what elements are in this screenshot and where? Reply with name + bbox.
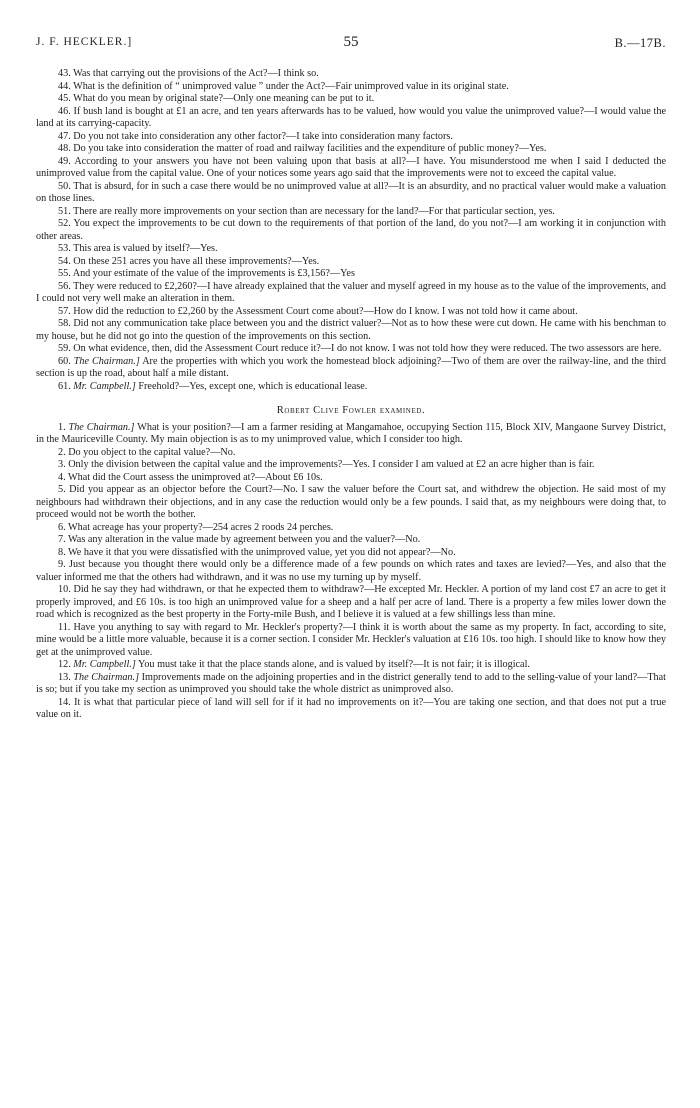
paragraph-text: 43. Was that carrying out the provisions of the Act?—I think so.: [58, 68, 319, 79]
question-number: 61.: [58, 380, 71, 392]
paragraph-text: 51. There are really more improvements on your section than are necessary for the land?—For that particular section, yes.: [58, 205, 555, 217]
question-answer-paragraph: [36, 256, 666, 269]
document-body: [36, 68, 666, 722]
paragraph-text: 7. Was any alteration in the value made by agreement between you and the valuer?—No.: [58, 534, 421, 545]
question-answer-paragraph: [36, 622, 666, 660]
paragraph-text: 10. Did he say they had withdrawn, or that he expected them to withdraw?—He excepted Mr. Heckler. A portion of my land cost £7 an acre to get it properly improved, and £6 10s. is too high an unimproved value for a sheep and a half per acre of land. There is a property a few miles lower down the road which is recognized as the best property in the Forty-mile Bush, and I believe it is valued at a few shillings less than mine.: [36, 584, 666, 620]
paragraph-text: 45. What do you mean by original state?—Only one meaning can be put to it.: [58, 93, 375, 104]
paragraph-text: Improvements made on the adjoining properties and in the district generally tend to add to the selling-value of your land?—That is so; but if you take my section as unimproved you should take the whole district as unimproved also.: [36, 671, 667, 695]
paragraph-text: 53. This area is valued by itself?—Yes.: [58, 243, 218, 254]
question-answer-paragraph: [36, 206, 666, 219]
question-answer-paragraph: [36, 659, 666, 672]
speaker-name: The Chairman.]: [73, 671, 140, 683]
paragraph-text: 46. If bush land is bought at £1 an acre, and ten years afterwards has to be valued, how would you value the unimproved value?—I would value the land at its carrying-capacity.: [36, 105, 666, 129]
speaker-name: The Chairman.]: [73, 355, 140, 367]
question-answer-paragraph: [36, 243, 666, 256]
question-answer-paragraph: [36, 381, 666, 394]
paragraph-text: 55. And your estimate of the value of the improvements is £3,156?—Yes: [58, 268, 355, 279]
paragraph-text: Freehold?—Yes, except one, which is educational lease.: [138, 380, 368, 392]
fowler-testimony: [36, 422, 666, 722]
paragraph-text: 58. Did not any communication take place between you and the district valuer?—Not as to how these were cut down. He came with his benchman to my house, but he did not go into the question of the improvements on this section.: [36, 318, 666, 342]
paragraph-text: You must take it that the place stands alone, and is valued by itself?—It is not fair; it is illogical.: [138, 659, 530, 670]
document-page: [36, 36, 666, 722]
question-answer-paragraph: [36, 143, 666, 156]
question-answer-paragraph: [36, 181, 666, 206]
question-answer-paragraph: [36, 547, 666, 560]
paragraph-text: 14. It is what that particular piece of land will sell for if it had no improvements on it?—You are taking one section, and that does not put a true value on it.: [36, 696, 666, 720]
question-answer-paragraph: [36, 472, 666, 485]
question-answer-paragraph: [36, 534, 666, 547]
paragraph-text: 54. On these 251 acres you have all these improvements?—Yes.: [58, 255, 320, 267]
paragraph-text: 2. Do you object to the capital value?—No.: [58, 446, 236, 458]
paragraph-text: 5. Did you appear as an objector before the Court?—No. I saw the valuer before the Court sat, and withdrew the objection. He said most of my neighbours had withdrawn their objections, and in any case the reduction would only be a few pounds. I said that, as my neighbours were doing that, to proceed would not be worth the bother.: [36, 484, 666, 520]
question-answer-paragraph: [36, 156, 666, 181]
question-number: 12.: [58, 659, 71, 670]
question-answer-paragraph: [36, 106, 666, 131]
paragraph-text: 6. What acreage has your property?—254 acres 2 roods 24 perches.: [58, 521, 334, 533]
paragraph-text: 49. According to your answers you have not been valuing upon that basis at all?—I have. You misunderstood me when I said I deducted the unimproved value from the capital value. One of your notices some years ago said that the improvements were not to exceed the capital value.: [36, 155, 666, 179]
question-answer-paragraph: [36, 131, 666, 144]
question-answer-paragraph: [36, 343, 666, 356]
question-answer-paragraph: [36, 268, 666, 281]
paragraph-text: 8. We have it that you were dissatisfied with the unimproved value, yet you did not appear?—No.: [58, 546, 456, 558]
question-number: 60.: [58, 355, 71, 367]
speaker-name: Mr. Campbell.]: [73, 659, 136, 670]
paragraph-text: 56. They were reduced to £2,260?—I have already explained that the valuer and myself agreed in my house as to the value of the improvements, and I could not very well make an alteration in them.: [36, 280, 666, 304]
heckler-testimony: [36, 68, 666, 393]
question-answer-paragraph: [36, 81, 666, 94]
question-answer-paragraph: [36, 422, 666, 447]
speaker-name: Mr. Campbell.]: [73, 380, 136, 392]
paragraph-text: 57. How did the reduction to £2,260 by the Assessment Court come about?—How do I know. I was not told how it came about.: [58, 305, 578, 317]
question-answer-paragraph: [36, 356, 666, 381]
paragraph-text: 9. Just because you thought there would only be a difference made of a few pounds on which rates and taxes are levied?—Yes, and also that the valuer informed me that the others had withdrawn, and it was no use my turning up by myself.: [36, 559, 666, 583]
page-number: 55: [343, 34, 359, 50]
header-witness-name: J. F. HECKLER.]: [36, 36, 133, 48]
paragraph-text: 48. Do you take into consideration the matter of road and railway facilities and the expenditure of public money?—Yes.: [58, 143, 547, 154]
question-answer-paragraph: [36, 459, 666, 472]
question-answer-paragraph: [36, 447, 666, 460]
section-heading: Robert Clive Fowler examined.: [276, 405, 426, 416]
speaker-name: The Chairman.]: [68, 421, 135, 433]
question-answer-paragraph: [36, 281, 666, 306]
paragraph-text: 59. On what evidence, then, did the Assessment Court reduce it?—I do not know. I was not told how they were reduced. The two assessors are here.: [58, 343, 662, 354]
paragraph-text: 47. Do you not take into consideration any other factor?—I take into consideration many factors.: [58, 130, 453, 142]
question-answer-paragraph: [36, 93, 666, 106]
question-answer-paragraph: [36, 306, 666, 319]
paragraph-text: 44. What is the definition of “ unimproved value ” under the Act?—Fair unimproved value in its original state.: [58, 80, 509, 92]
question-answer-paragraph: [36, 318, 666, 343]
question-answer-paragraph: [36, 697, 666, 722]
page-header: [36, 36, 666, 58]
paragraph-text: 4. What did the Court assess the unimproved at?—About £6 10s.: [58, 471, 323, 483]
paragraph-text: What is your position?—I am a farmer residing at Mangamahoe, occupying Section 115, Block XIV, Mangaone Survey District, in the Mauriceville County. My main objection is as to my unimproved value, which I consider too high.: [36, 421, 666, 445]
paragraph-text: Are the properties with which you work the homestead block adjoining?—Two of them are over the railway-line, and the third section is up the road, about half a mile distant.: [36, 355, 667, 379]
paragraph-text: 50. That is absurd, for in such a case there would be no unimproved value at all?—It is an absurdity, and no practical valuer would make a valuation on those lines.: [36, 180, 666, 204]
paragraph-text: 3. Only the division between the capital value and the improvements?—Yes. I consider I am valued at £2 an acre higher than is fair.: [58, 459, 595, 470]
paragraph-text: 11. Have you anything to say with regard to Mr. Heckler's property?—I think it is worth about the same as my property. In fact, according to site, mine would be a little more valuable, because it is a corner section. I consider Mr. Heckler's valuation at £16 10s. too high. I should like to know how they get at the unimproved value.: [36, 621, 666, 658]
question-answer-paragraph: [36, 218, 666, 243]
paragraph-text: 52. You expect the improvements to be cut down to the requirements of that portion of the land, do you not?—I am working it in conjunction with other areas.: [36, 218, 666, 242]
question-answer-paragraph: [36, 522, 666, 535]
document-reference: B.—17B.: [614, 36, 666, 50]
question-answer-paragraph: [36, 68, 666, 81]
question-answer-paragraph: [36, 584, 666, 622]
question-answer-paragraph: [36, 672, 666, 697]
question-answer-paragraph: [36, 484, 666, 522]
question-number: 1.: [58, 421, 66, 433]
question-number: 13.: [58, 671, 71, 683]
question-answer-paragraph: [36, 559, 666, 584]
